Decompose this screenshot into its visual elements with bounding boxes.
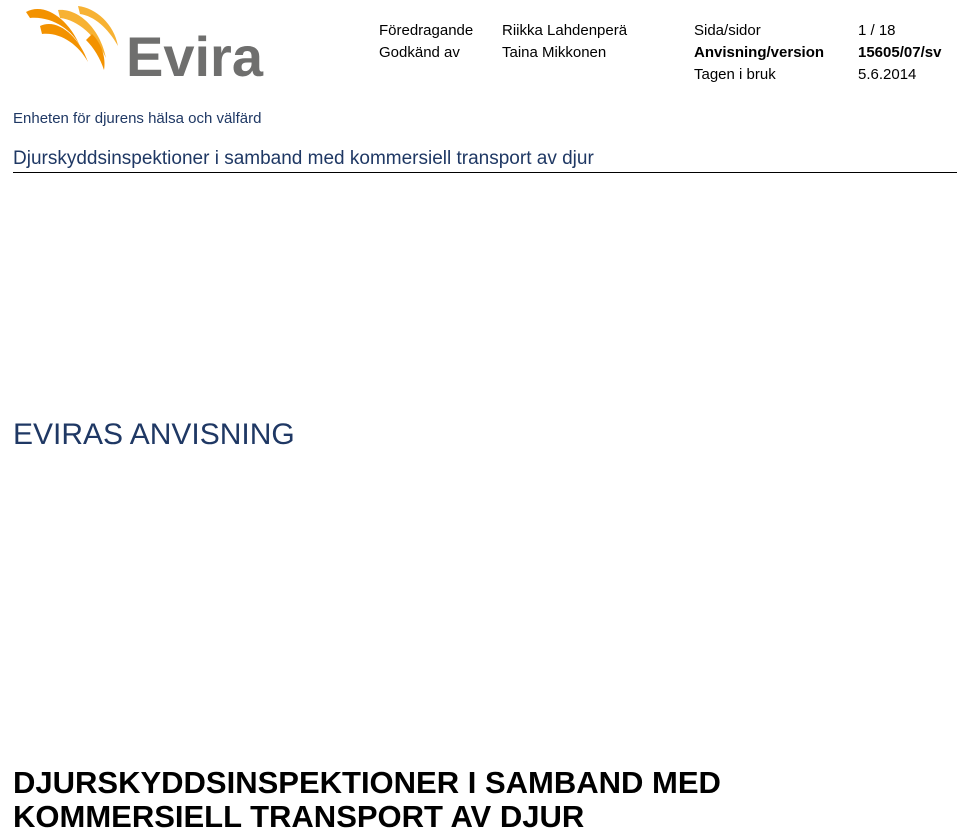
pages-label: Sida/sidor: [694, 22, 761, 39]
in-use-value: 5.6.2014: [858, 66, 917, 83]
in-use-label: Tagen i bruk: [694, 66, 776, 83]
version-value: 15605/07/sv: [858, 44, 942, 61]
main-title: [13, 766, 721, 834]
pages-value: 1 / 18: [858, 22, 896, 39]
document-title: Djurskyddsinspektioner i samband med kommersiell transport av djur: [13, 148, 594, 169]
version-label: Anvisning/version: [694, 44, 825, 61]
approved-label: Godkänd av: [379, 44, 460, 61]
logo-swoosh-5: [86, 34, 105, 70]
presenter-label: Föredragande: [379, 22, 474, 39]
approved-value: Taina Mikkonen: [502, 44, 607, 61]
presenter-value: Riikka Lahdenperä: [502, 22, 628, 39]
header-divider: [13, 172, 957, 173]
unit-name: Enheten för djurens hälsa och välfärd: [13, 110, 262, 127]
main-title-line-2: KOMMERSIELL TRANSPORT AV DJUR: [13, 799, 585, 834]
evira-logo: [22, 4, 272, 80]
section-heading: EVIRAS ANVISNING: [13, 418, 295, 451]
main-title-line-1: DJURSKYDDSINSPEKTIONER I SAMBAND MED: [13, 765, 721, 800]
logo-wordmark: Evira: [126, 25, 263, 80]
logo-swoosh-2: [40, 24, 88, 62]
